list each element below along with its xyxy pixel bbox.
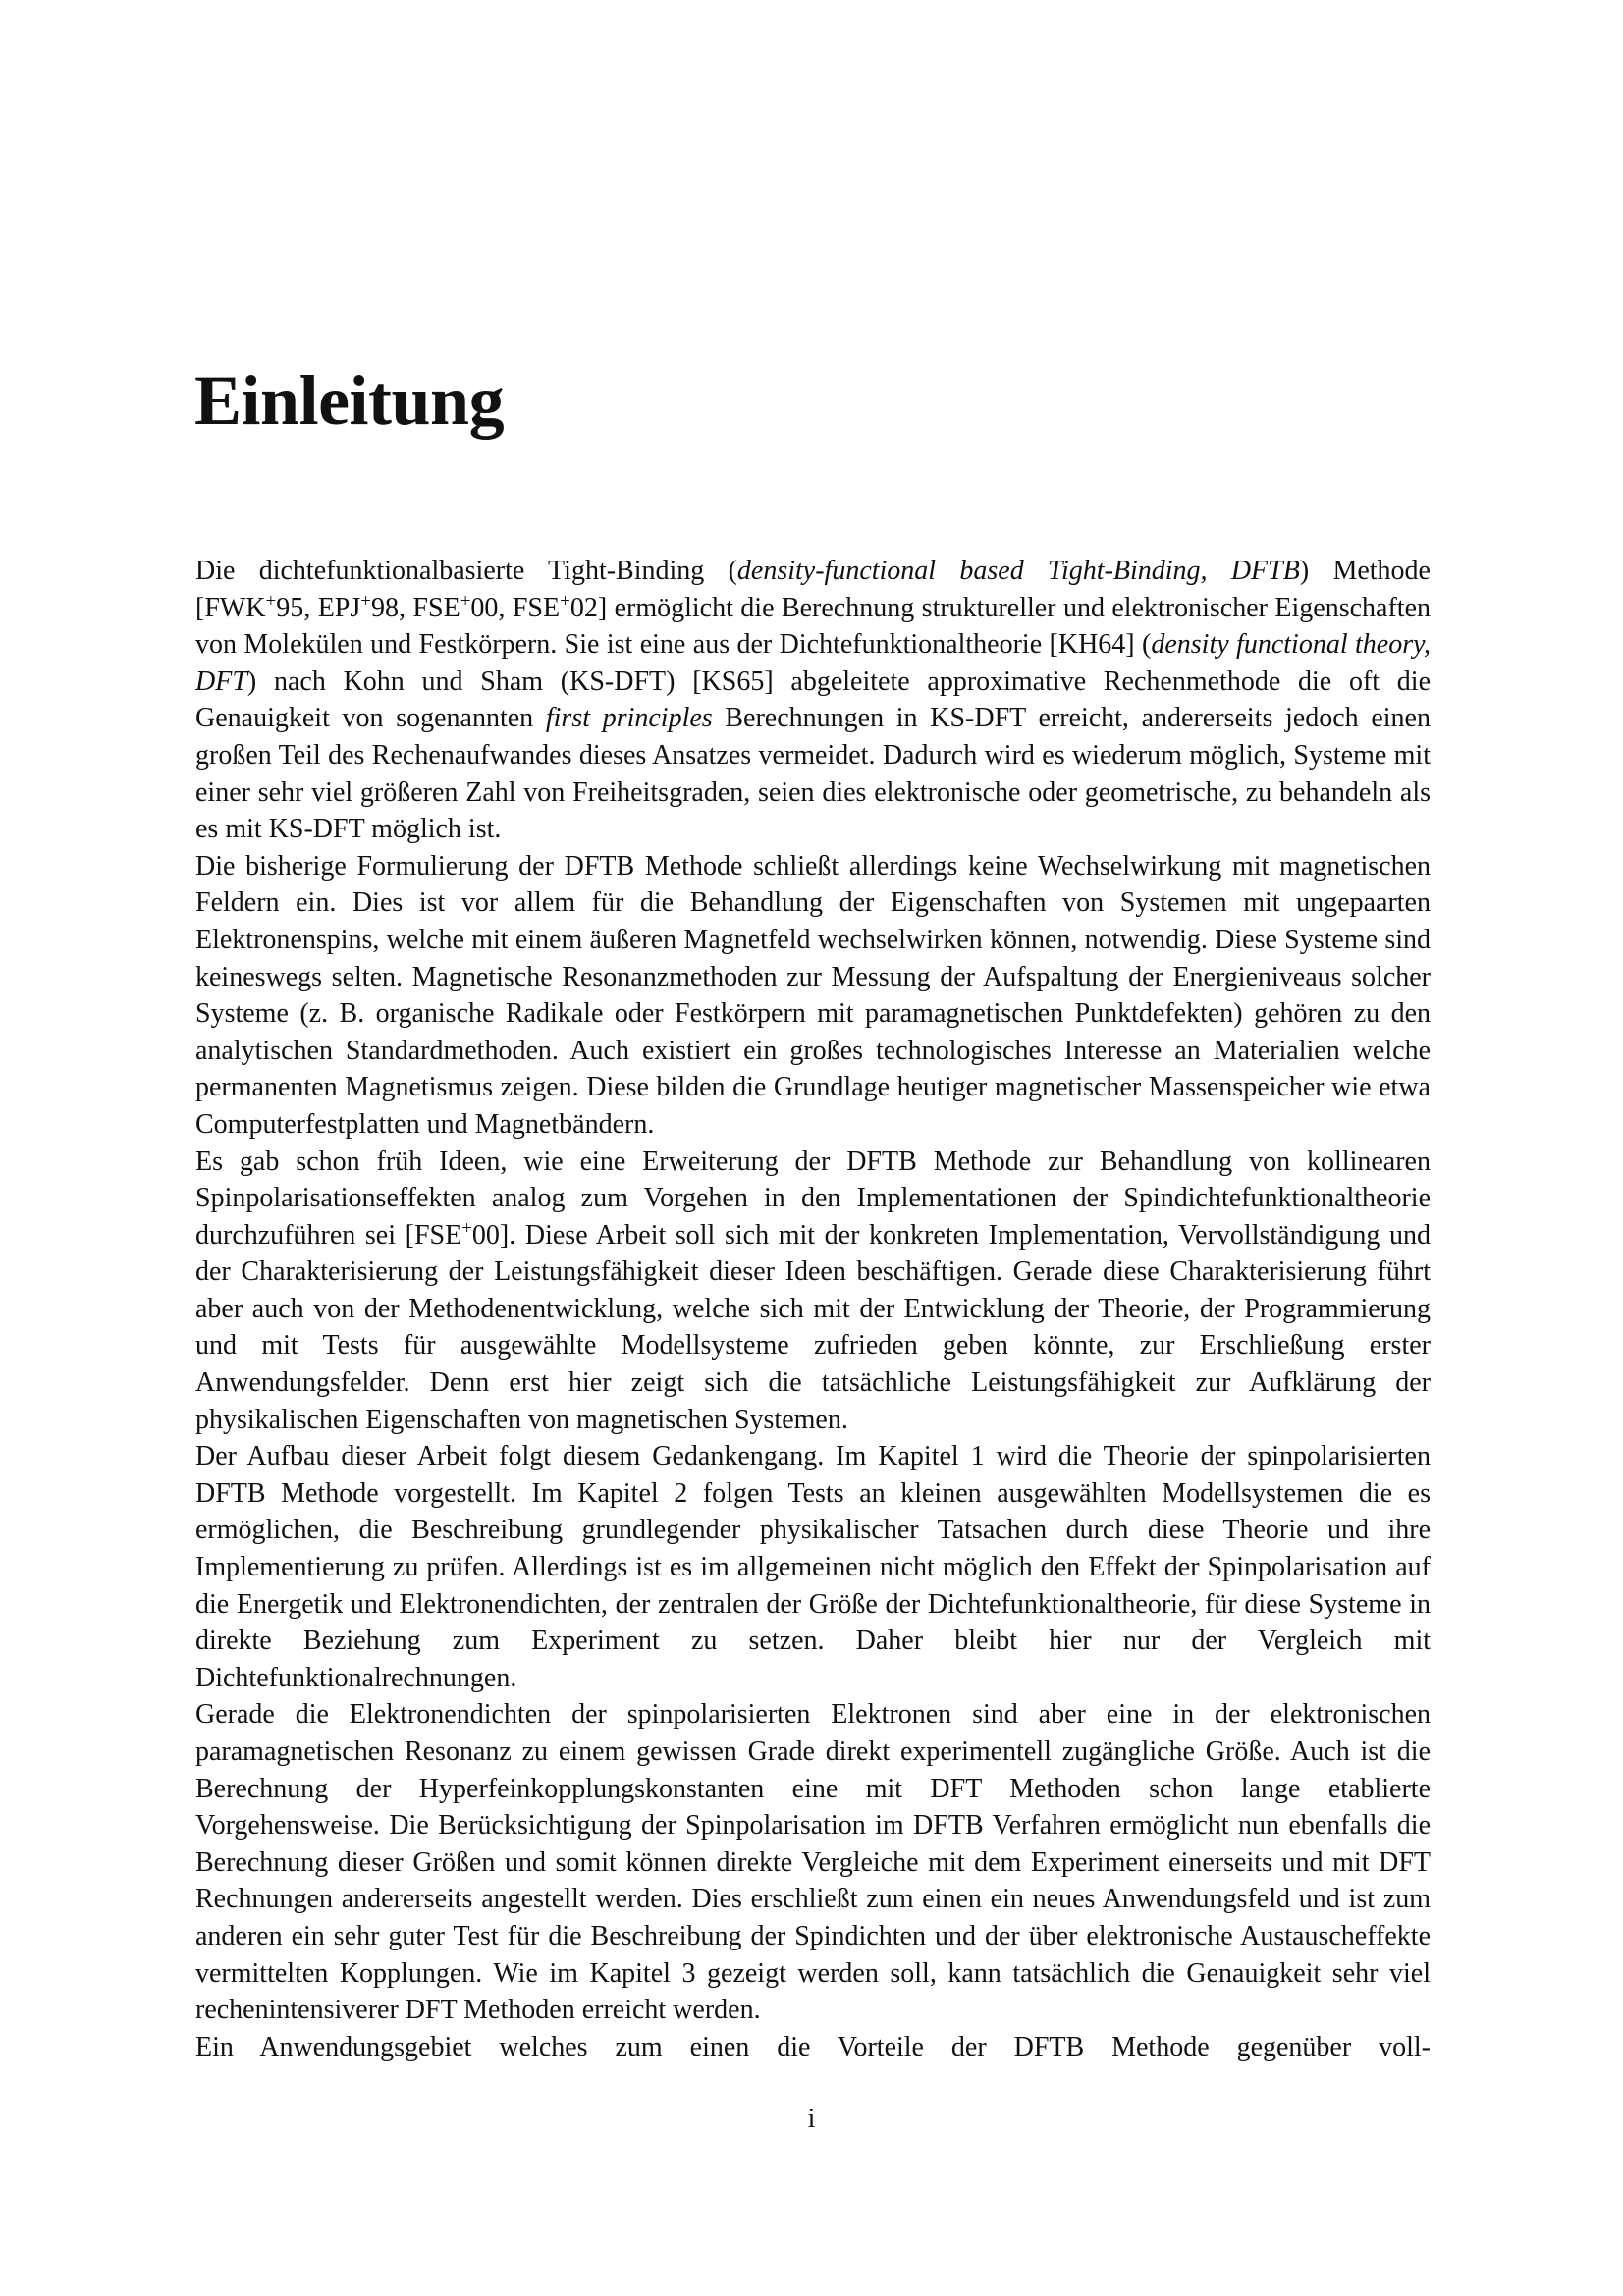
emphasis-text: density functional theory, DFT [195, 629, 1431, 697]
paragraph-1 [195, 553, 1431, 848]
paragraph-5: Gerade die Elektronendichten der spinpolarisierten Elektronen sind aber eine in der elektronischen paramagnetischen Resonanz zu einem gewissen Grade direkt experimentell zugängliche Größe. Auch ist die Berechnung der Hyperfeinkopplungskonstanten eine mit DFT Methoden schon lange etablierte Vorgehensweise. Die Berücksichtigung der Spinpolarisation im DFTB Verfahren ermöglicht nun ebenfalls die Berechnung dieser Größen und somit können direkte Vergleiche mit dem Experiment einerseits und mit DFT Rechnungen andererseits angestellt werden. Dies erschließt zum einen ein neues Anwendungsfeld und ist zum anderen ein sehr guter Test für die Beschreibung der Spindichten und der über elektronische Austauscheffekte vermittelten Kopplungen. Wie im Kapitel 3 gezeigt werden soll, kann tatsächlich die Genauigkeit sehr viel rechenintensiverer DFT Methoden erreicht werden. [195, 1699, 1431, 2026]
superscript-plus: + [265, 590, 277, 612]
text-run: 00, FSE [470, 592, 561, 623]
emphasis-text: density-functional based Tight-Binding, DFTB [736, 556, 1300, 586]
text-run: Die dichtefunktionalbasierte Tight-Binding ( [195, 556, 737, 586]
chapter-title: Einleitung [194, 361, 505, 440]
text-run: Es gab schon früh Ideen, wie eine Erweiterung der DFTB Methode zur Behandlung von kollinearen Spinpolarisationseffekten analog zum Vorgehen in den Implementationen der Spindichtefunktionaltheorie durchzuführen sei [FSE [195, 1146, 1431, 1251]
paragraph-4: Der Aufbau dieser Arbeit folgt diesem Gedankengang. Im Kapitel 1 wird die Theorie der spinpolarisierten DFTB Methode vorgestellt. Im Kapitel 2 folgen Tests an kleinen ausgewählten Modellsystemen die es ermöglichen, die Beschreibung grundlegender physikalischer Tatsachen durch diese Theorie und ihre Implementierung zu prüfen. Allerdings ist es im allgemeinen nicht möglich den Effekt der Spinpolarisation auf die Energetik und Elektronendichten, der zentralen der Größe der Dichtefunktionaltheorie, für diese Systeme in direkte Beziehung zum Experiment zu setzen. Daher bleibt hier nur der Vergleich mit Dichtefunktionalrechnungen. [195, 1441, 1431, 1693]
paragraph-3 [195, 1144, 1431, 1439]
superscript-plus: + [360, 590, 371, 612]
text-run: 98, FSE [371, 592, 460, 623]
paragraph-2: Die bisherige Formulierung der DFTB Methode schließt allerdings keine Wechselwirkung mit magnetischen Feldern ein. Dies ist vor allem für die Behandlung der Eigenschaften von Systemen mit ungepaarten Elektronenspins, welche mit einem äußeren Magnetfeld wechselwirken können, notwendig. Diese Systeme sind keineswegs selten. Magnetische Resonanzmethoden zur Messung der Aufspaltung der Energieniveaus solcher Systeme (z. B. organische Radikale oder Festkörpern mit paramagnetischen Punktdefekten) gehören zu den analytischen Standardmethoden. Auch existiert ein großes technologisches Interesse an Materialien welche permanenten Magnetismus zeigen. Diese bilden die Grundlage heutiger magnetischer Massenspeicher wie etwa Computerfestplatten und Magnetbändern. [195, 850, 1431, 1140]
text-run: 02] ermöglicht die Berechnung struktureller und elektronischer Eigenschaften von Molekülen und Festkörpern. Sie ist eine aus der Dichtefunktionaltheorie [KH64] ( [195, 592, 1432, 661]
text-run: Berechnungen in KS-DFT erreicht, andererseits jedoch einen großen Teil des Rechenaufwandes dieses Ansatzes vermeidet. Dadurch wird es wiederum möglich, Systeme mit einer sehr viel größeren Zahl von Freiheitsgraden, seien dies elektronische oder geometrische, zu behandeln als es mit KS-DFT möglich ist. [195, 703, 1431, 845]
paragraph-6: Ein Anwendungsgebiet welches zum einen die Vorteile der DFTB Methode gegenüber voll- [195, 2031, 1431, 2062]
body-text [195, 553, 1431, 2065]
text-run: 95, EPJ [276, 592, 361, 623]
text-run: 00]. Diese Arbeit soll sich mit der konkreten Implementation, Vervollständigung und der Charakterisierung der Leistungsfähigkeit dieser Ideen beschäftigen. Gerade diese Charakterisierung führt aber auch von der Methodenentwicklung, welche sich mit der Entwicklung der Theorie, der Programmierung und mit Tests für ausgewählte Modellsysteme zufrieden geben könnte, zur Erschließung erster Anwendungsfelder. Denn erst hier zeigt sich die tatsächliche Leistungsfähigkeit zur Aufklärung der physikalischen Eigenschaften von magnetischen Systemen. [195, 1219, 1431, 1435]
emphasis-text: first principles [545, 703, 713, 734]
superscript-plus: + [461, 1217, 472, 1239]
superscript-plus: + [460, 590, 471, 612]
superscript-plus: + [560, 590, 570, 612]
page-number: i [807, 2104, 816, 2134]
text-run: ) Methode [FWK [195, 556, 1431, 623]
text-run: ) nach Kohn und Sham (KS-DFT) [KS65] abgeleitete approximative Rechenmethode die oft die Genauigkeit von sogenannten [195, 666, 1431, 734]
